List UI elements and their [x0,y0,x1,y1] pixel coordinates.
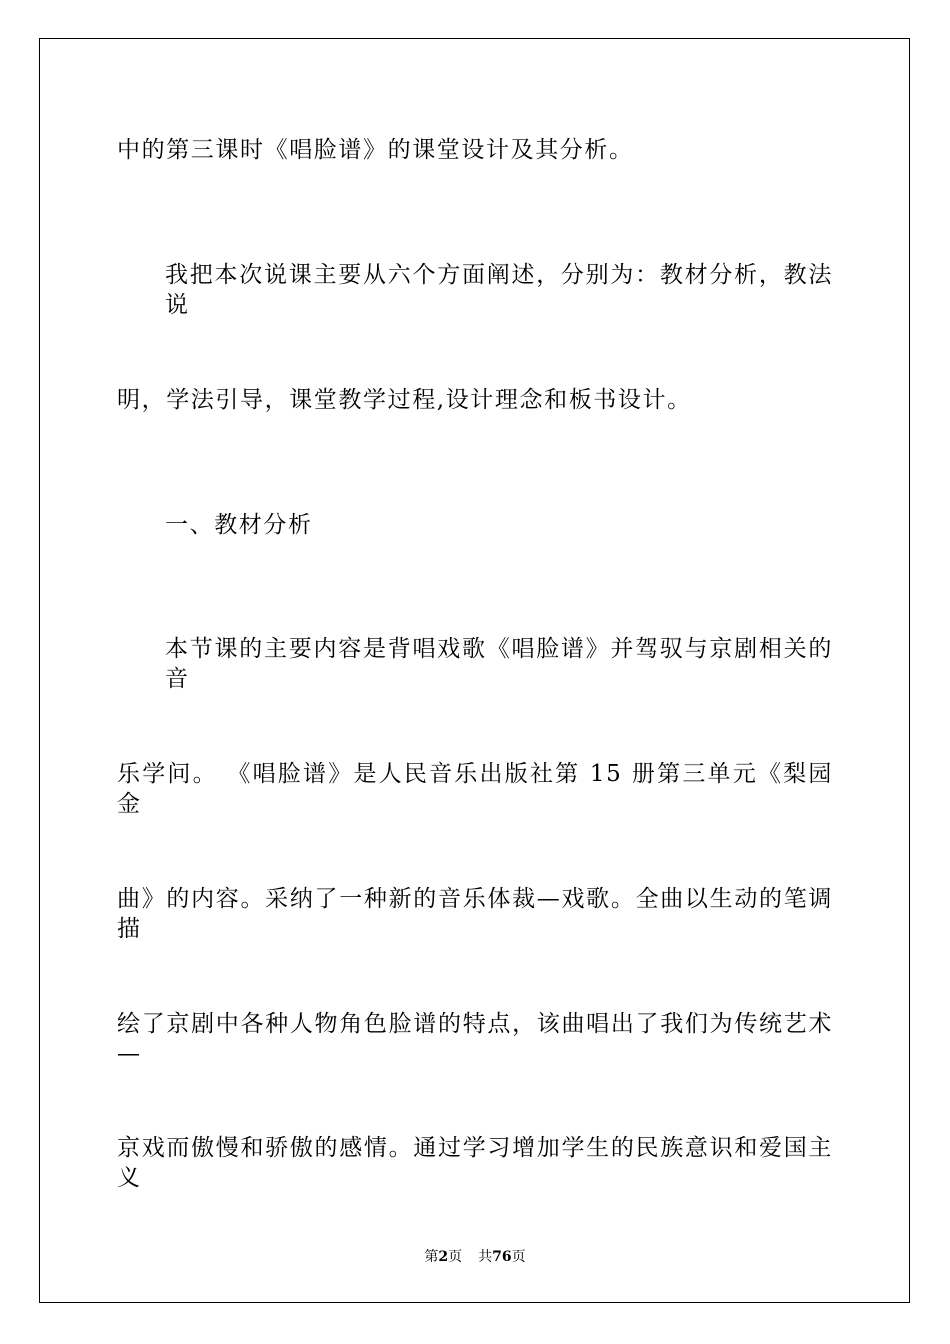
text-line-6: 乐学问。 《唱脸谱》是人民音乐出版社第 15 册第三单元《梨园金 [117,761,833,817]
text-line-9: 京戏而傲慢和骄傲的感情。通过学习增加学生的民族意识和爱国主义 [117,1135,833,1191]
footer-page-unit: 页 [448,1249,463,1265]
text-line-8: 绘了京剧中各种人物角色脸谱的特点，该曲唱出了我们为传统艺术— [117,1011,833,1067]
page-footer [0,1247,950,1267]
footer-page-total: 76 [492,1249,512,1265]
footer-page-prefix: 第 [424,1249,439,1265]
text-line-5: 本节课的主要内容是背唱戏歌《唱脸谱》并驾驭与京剧相关的音 [165,636,833,692]
section-heading: 一、教材分析 [165,512,313,538]
text-line-3: 明，学法引导，课堂教学过程,设计理念和板书设计。 [117,387,692,413]
footer-total-unit: 页 [511,1249,526,1265]
footer-total-prefix: 共 [478,1249,493,1265]
text-line-2: 我把本次说课主要从六个方面阐述，分别为：教材分析，教法说 [165,262,833,318]
footer-page-current: 2 [438,1249,449,1265]
text-line-1: 中的第三课时《唱脸谱》的课堂设计及其分析。 [117,137,634,163]
text-line-7: 曲》的内容。采纳了一种新的音乐体裁—戏歌。全曲以生动的笔调描 [117,886,833,942]
